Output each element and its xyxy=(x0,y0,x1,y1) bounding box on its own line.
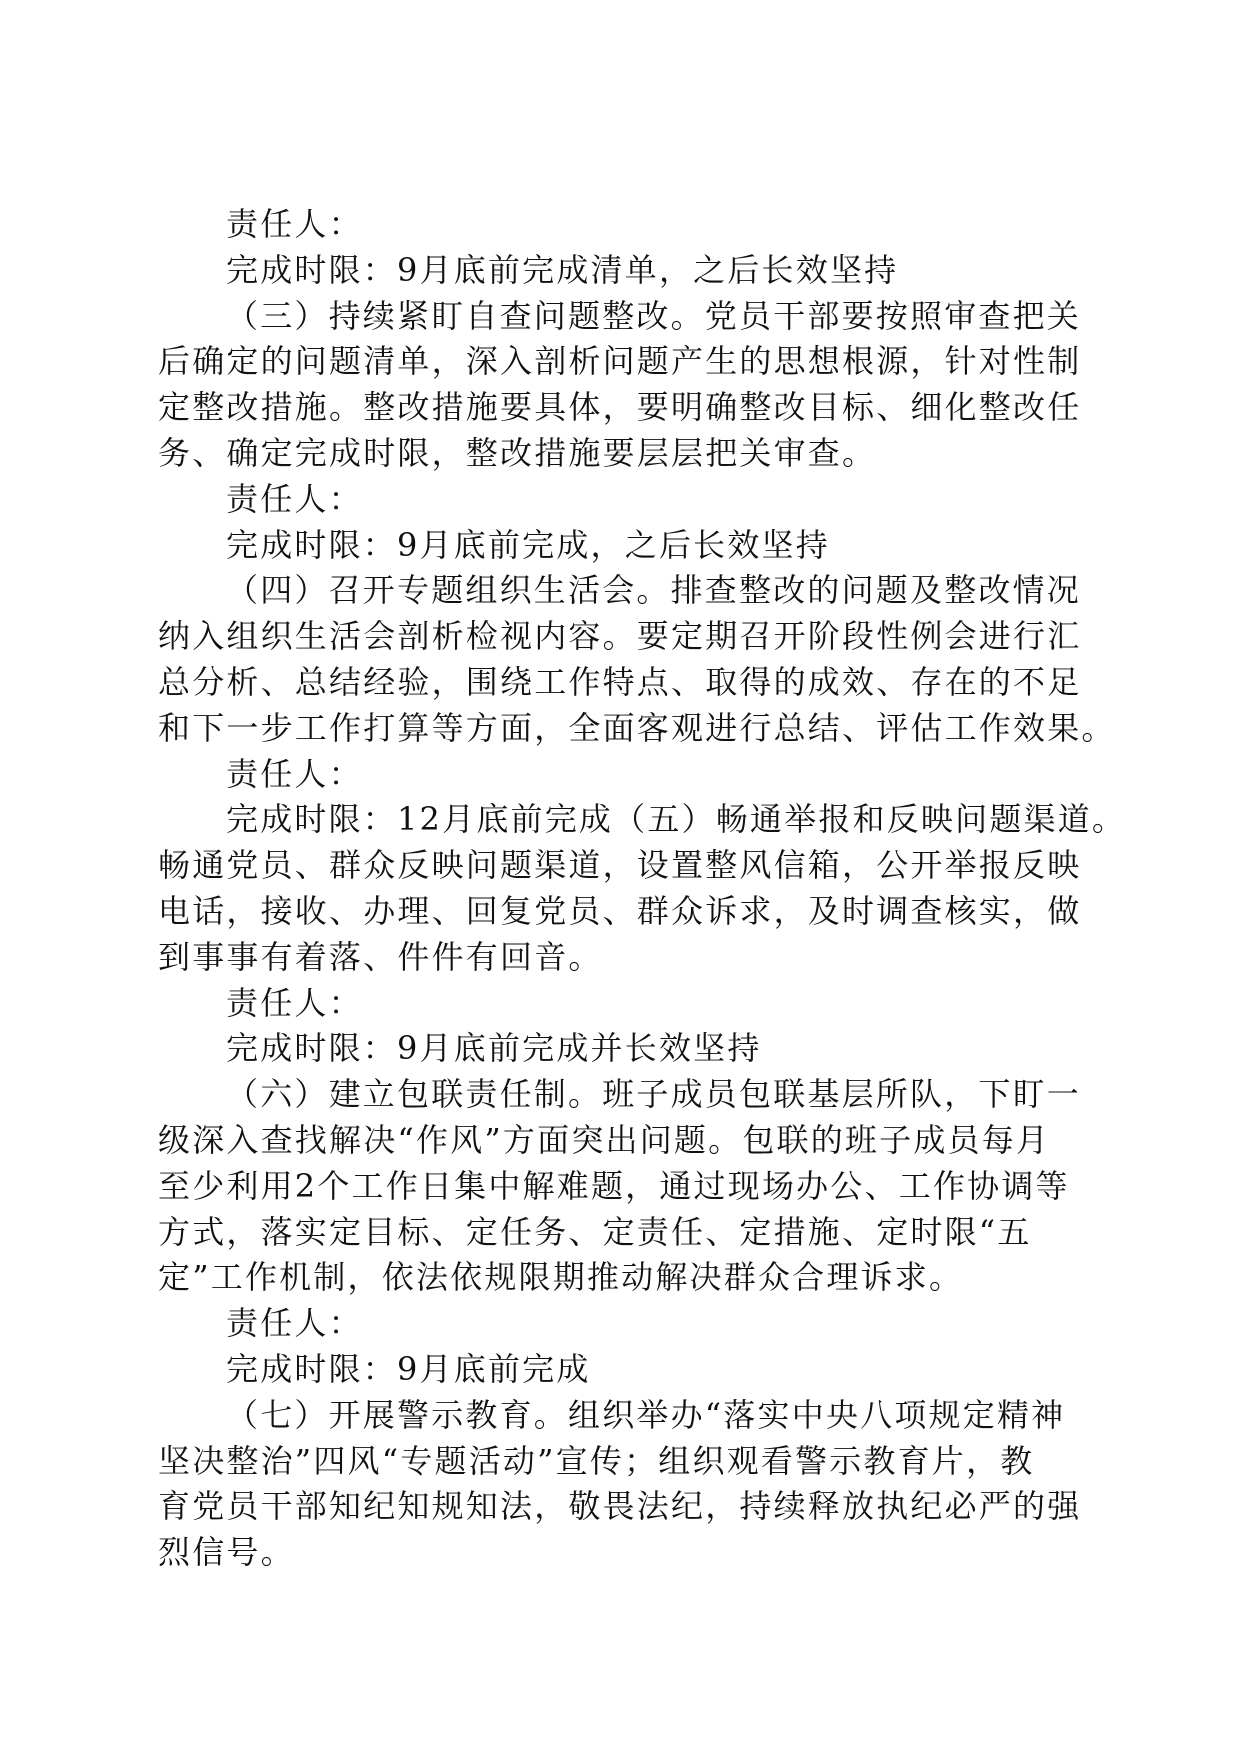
deadline-line: 完成时限：9月底前完成，之后长效坚持 xyxy=(226,525,830,564)
paragraph-line: 方式，落实定目标、定任务、定责任、定措施、定时限“五 xyxy=(158,1212,1032,1251)
paragraph-line: 至少利用2个工作日集中解难题，通过现场办公、工作协调等 xyxy=(158,1166,1070,1205)
paragraph-line: 坚决整治”四风“专题活动”宣传；组织观看警示教育片，教 xyxy=(158,1441,1035,1480)
section-heading-line: （六）建立包联责任制。班子成员包联基层所队，下盯一 xyxy=(226,1075,1082,1114)
paragraph-line: 纳入组织生活会剖析检视内容。要定期召开阶段性例会进行汇 xyxy=(158,617,1082,656)
responsible-person-line: 责任人： xyxy=(226,754,363,793)
paragraph-line: 定”工作机制，依法依规限期推动解决群众合理诉求。 xyxy=(158,1258,964,1297)
responsible-person-line: 责任人： xyxy=(226,1304,363,1343)
paragraph-line: 烈信号。 xyxy=(158,1533,295,1572)
paragraph-line: 畅通党员、群众反映问题渠道，设置整风信箱，公开举报反映 xyxy=(158,846,1082,885)
paragraph-line: 和下一步工作打算等方面，全面客观进行总结、评估工作效果。 xyxy=(158,708,1116,747)
paragraph-line: 务、确定完成时限，整改措施要层层把关审查。 xyxy=(158,433,877,472)
deadline-line: 完成时限：9月底前完成 xyxy=(226,1349,591,1388)
paragraph-line: 级深入查找解决“作风”方面突出问题。包联的班子成员每月 xyxy=(158,1120,1051,1159)
responsible-person-line: 责任人： xyxy=(226,983,363,1022)
paragraph-line: 总分析、总结经验，围绕工作特点、取得的成效、存在的不足 xyxy=(158,662,1082,701)
section-heading-line: （七）开展警示教育。组织举办“落实中央八项规定精神 xyxy=(226,1395,1066,1434)
paragraph-line: 定整改措施。整改措施要具体，要明确整改目标、细化整改任 xyxy=(158,388,1082,427)
paragraph-line: 到事事有着落、件件有回音。 xyxy=(158,937,603,976)
deadline-line: 完成时限：9月底前完成清单，之后长效坚持 xyxy=(226,250,899,289)
deadline-line: 完成时限：9月底前完成并长效坚持 xyxy=(226,1029,762,1068)
section-heading-line: （三）持续紧盯自查问题整改。党员干部要按照审查把关 xyxy=(226,296,1082,335)
paragraph-line: 电话，接收、办理、回复党员、群众诉求，及时调查核实，做 xyxy=(158,891,1082,930)
responsible-person-line: 责任人： xyxy=(226,205,363,243)
responsible-person-line: 责任人： xyxy=(226,479,363,518)
paragraph-line: 后确定的问题清单，深入剖析问题产生的思想根源，针对性制 xyxy=(158,342,1082,381)
deadline-line: 完成时限：12月底前完成（五）畅通举报和反映问题渠道。 xyxy=(226,800,1127,839)
section-heading-line: （四）召开专题组织生活会。排查整改的问题及整改情况 xyxy=(226,571,1082,610)
paragraph-line: 育党员干部知纪知规知法，敬畏法纪，持续释放执纪必严的强 xyxy=(158,1487,1082,1526)
